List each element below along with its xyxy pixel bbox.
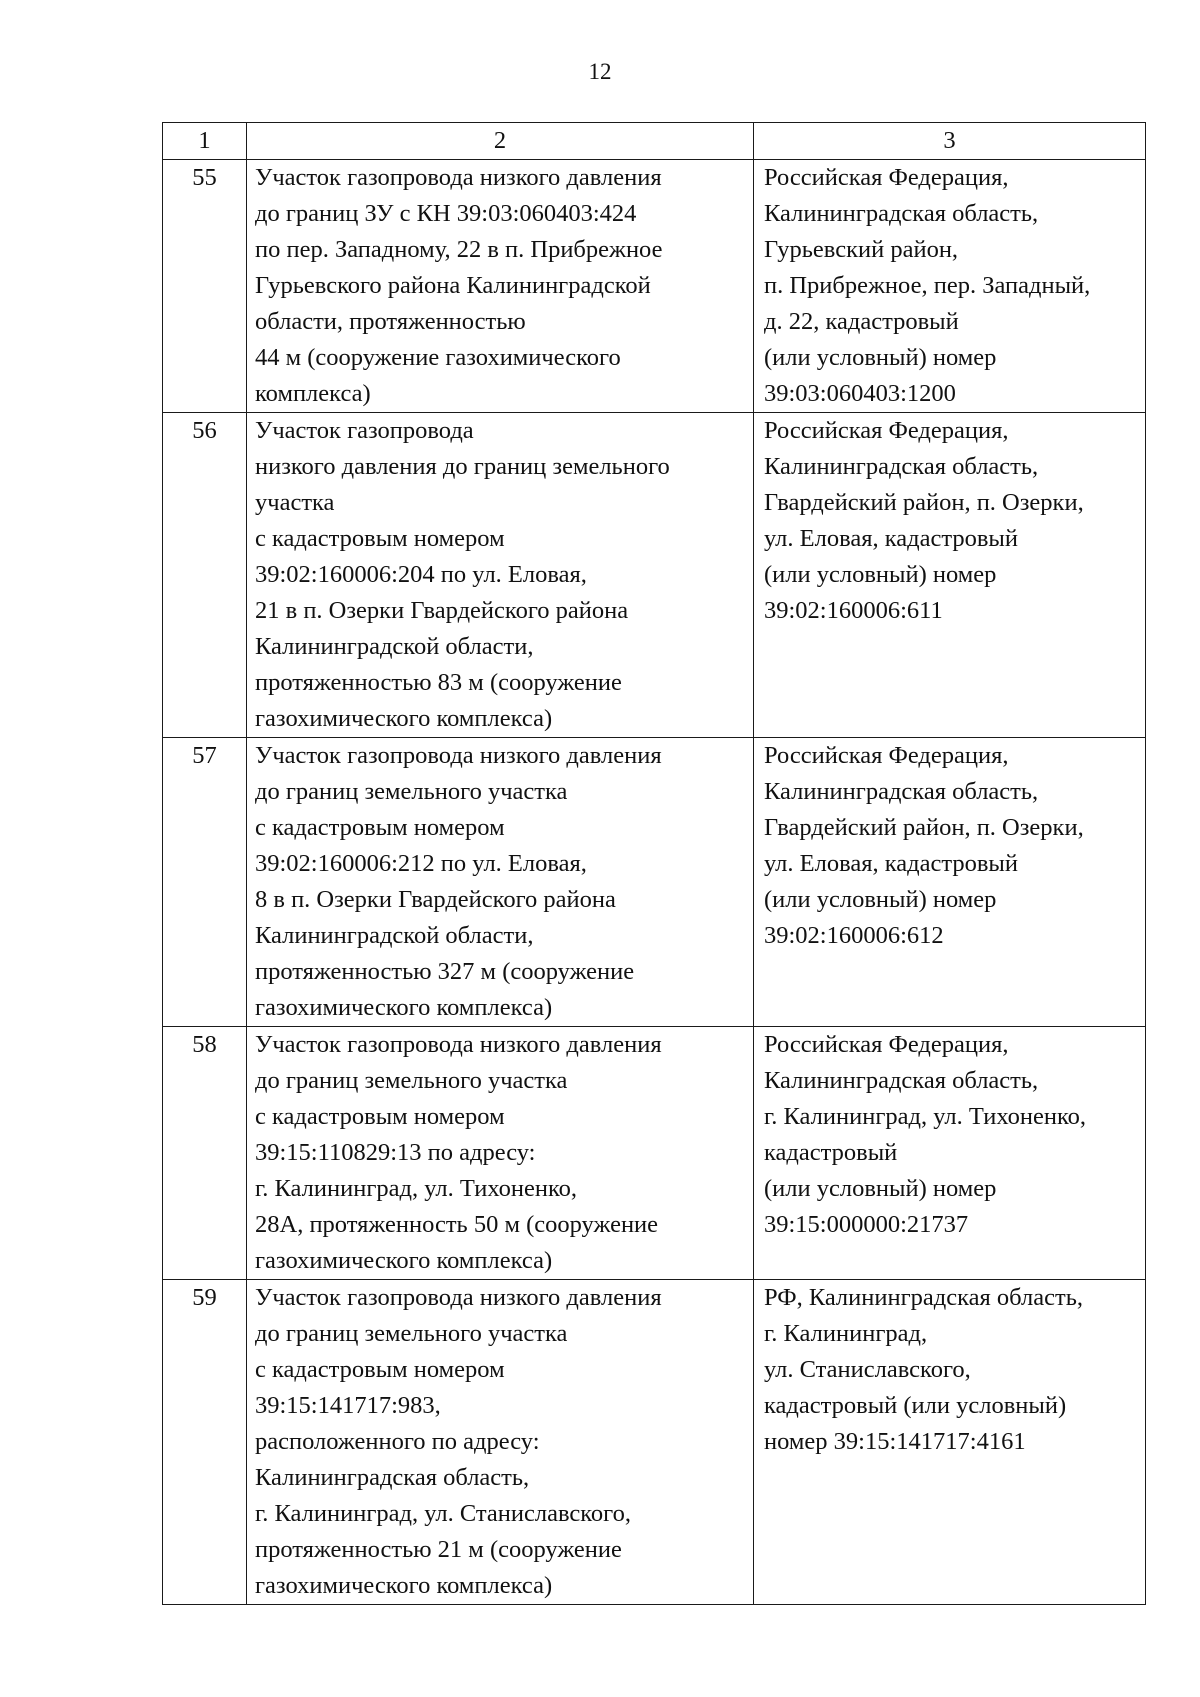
description-line: с кадастровым номером xyxy=(255,525,505,552)
table-row xyxy=(163,1280,1146,1605)
description-line: Калининградской области, xyxy=(255,633,534,660)
address-line: кадастровый (или условный) xyxy=(764,1392,1067,1419)
description-line: с кадастровым номером xyxy=(255,814,505,841)
description-line: Участок газопровода низкого давления xyxy=(255,1031,662,1058)
row-number: 58 xyxy=(163,1027,247,1280)
description-line: с кадастровым номером xyxy=(255,1103,505,1130)
description-line: протяженностью 83 м (сооружение xyxy=(255,669,622,696)
table-row xyxy=(163,1027,1146,1280)
description-line: до границ земельного участка xyxy=(255,1067,568,1094)
address-line: (или условный) номер xyxy=(764,344,997,371)
description-line: газохимического комплекса) xyxy=(255,1247,553,1274)
description-line: газохимического комплекса) xyxy=(255,705,553,732)
table-row xyxy=(163,738,1146,1027)
description-line: Гурьевского района Калининградской xyxy=(255,272,651,299)
object-address xyxy=(754,413,1146,738)
description-line: до границ ЗУ с КН 39:03:060403:424 xyxy=(255,200,637,227)
description-line: области, протяженностью xyxy=(255,308,526,335)
description-line: по пер. Западному, 22 в п. Прибрежное xyxy=(255,236,663,263)
address-line: РФ, Калининградская область, xyxy=(764,1284,1083,1311)
address-line: ул. Станиславского, xyxy=(764,1356,971,1383)
address-line: ул. Еловая, кадастровый xyxy=(764,850,1018,877)
address-line: Гвардейский район, п. Озерки, xyxy=(764,489,1084,516)
description-line: Участок газопровода низкого давления xyxy=(255,164,662,191)
description-line: Участок газопровода низкого давления xyxy=(255,742,662,769)
column-header-1: 1 xyxy=(163,123,247,160)
row-number: 57 xyxy=(163,738,247,1027)
address-line: (или условный) номер xyxy=(764,561,997,588)
object-description xyxy=(247,1027,754,1280)
table-header-row xyxy=(163,123,1146,160)
address-line: Российская Федерация, xyxy=(764,164,1009,191)
address-line: Калининградская область, xyxy=(764,1067,1039,1094)
table-row xyxy=(163,160,1146,413)
address-line: Калининградская область, xyxy=(764,453,1039,480)
address-line: г. Калининград, ул. Тихоненко, xyxy=(764,1103,1087,1130)
description-line: расположенного по адресу: xyxy=(255,1428,540,1455)
object-address xyxy=(754,1027,1146,1280)
row-number: 59 xyxy=(163,1280,247,1605)
description-line: Участок газопровода низкого давления xyxy=(255,1284,662,1311)
address-line: номер 39:15:141717:4161 xyxy=(764,1428,1026,1455)
description-line: 28А, протяженность 50 м (сооружение xyxy=(255,1211,659,1238)
address-line: д. 22, кадастровый xyxy=(764,308,959,335)
address-line: Калининградская область, xyxy=(764,778,1039,805)
description-line: газохимического комплекса) xyxy=(255,1572,553,1599)
column-header-2: 2 xyxy=(247,123,754,160)
address-line: кадастровый xyxy=(764,1139,898,1166)
description-line: г. Калининград, ул. Станиславского, xyxy=(255,1500,631,1527)
address-line: г. Калининград, xyxy=(764,1320,928,1347)
address-line: Российская Федерация, xyxy=(764,742,1009,769)
description-line: Калининградская область, xyxy=(255,1464,530,1491)
object-address xyxy=(754,1280,1146,1605)
row-number: 56 xyxy=(163,413,247,738)
object-address xyxy=(754,738,1146,1027)
registry-table xyxy=(162,122,1146,1605)
description-line: до границ земельного участка xyxy=(255,1320,568,1347)
description-line: 44 м (сооружение газохимического xyxy=(255,344,621,371)
address-line: 39:02:160006:612 xyxy=(764,922,944,949)
description-line: низкого давления до границ земельного xyxy=(255,453,670,480)
row-number: 55 xyxy=(163,160,247,413)
description-line: до границ земельного участка xyxy=(255,778,568,805)
description-line: г. Калининград, ул. Тихоненко, xyxy=(255,1175,578,1202)
description-line: 39:15:141717:983, xyxy=(255,1392,441,1419)
object-address xyxy=(754,160,1146,413)
page-number: 12 xyxy=(588,59,612,84)
description-line: Калининградской области, xyxy=(255,922,534,949)
description-line: 39:02:160006:212 по ул. Еловая, xyxy=(255,850,587,877)
description-line: участка xyxy=(255,489,335,516)
description-line: 8 в п. Озерки Гвардейского района xyxy=(255,886,616,913)
address-line: п. Прибрежное, пер. Западный, xyxy=(764,272,1091,299)
address-line: Гвардейский район, п. Озерки, xyxy=(764,814,1084,841)
description-line: газохимического комплекса) xyxy=(255,994,553,1021)
table-row xyxy=(163,413,1146,738)
address-line: 39:03:060403:1200 xyxy=(764,380,956,407)
description-line: 21 в п. Озерки Гвардейского района xyxy=(255,597,629,624)
description-line: комплекса) xyxy=(255,380,371,407)
object-description xyxy=(247,1280,754,1605)
column-header-3: 3 xyxy=(754,123,1146,160)
description-line: 39:15:110829:13 по адресу: xyxy=(255,1139,536,1166)
description-line: протяженностью 21 м (сооружение xyxy=(255,1536,622,1563)
address-line: ул. Еловая, кадастровый xyxy=(764,525,1018,552)
description-line: с кадастровым номером xyxy=(255,1356,505,1383)
address-line: 39:02:160006:611 xyxy=(764,597,943,624)
object-description xyxy=(247,160,754,413)
object-description xyxy=(247,738,754,1027)
description-line: 39:02:160006:204 по ул. Еловая, xyxy=(255,561,587,588)
address-line: (или условный) номер xyxy=(764,886,997,913)
address-line: 39:15:000000:21737 xyxy=(764,1211,969,1238)
address-line: Российская Федерация, xyxy=(764,1031,1009,1058)
address-line: Гурьевский район, xyxy=(764,236,959,263)
address-line: Российская Федерация, xyxy=(764,417,1009,444)
address-line: Калининградская область, xyxy=(764,200,1039,227)
description-line: протяженностью 327 м (сооружение xyxy=(255,958,635,985)
description-line: Участок газопровода xyxy=(255,417,474,444)
address-line: (или условный) номер xyxy=(764,1175,997,1202)
object-description xyxy=(247,413,754,738)
